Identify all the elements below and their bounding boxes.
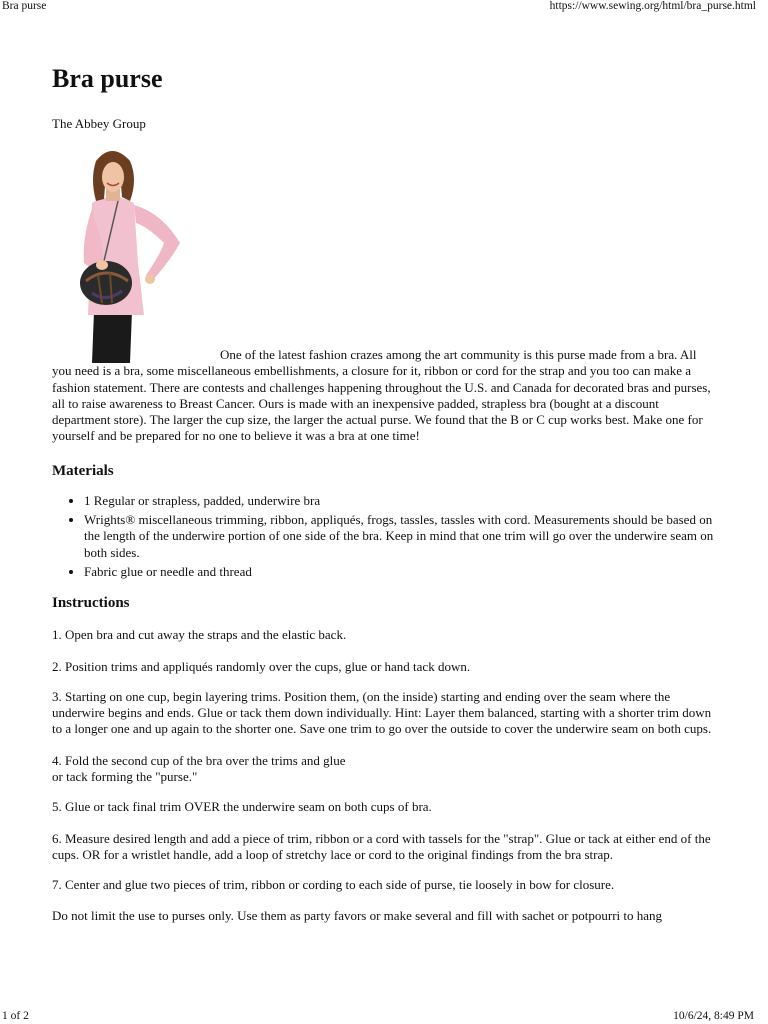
print-footer [0,1010,768,1024]
list-item: • Wrights® miscellaneous trimming, ribbon, appliqués, frogs, tassles, tassles with cord. Measurements should be based on the length of the underwire portion of one side of the bra. Keep in mind that one trim will go over the underwire seam on both sides. [84,512,718,561]
instruction-step-1: 1. Open bra and cut away the straps and the elastic back. [52,627,347,643]
print-header [0,0,768,14]
instruction-step-6: 6. Measure desired length and add a piece of trim, ribbon or a cord with tassels for the "strap". Glue or tack at either end of the cups. OR for a wristlet handle, add a loop of stretchy lace or cord to the original findings from the bra strap. [52,830,711,862]
print-header-title: Bra purse [2,0,47,12]
instructions-heading: Instructions [52,595,130,612]
list-item: • 1 Regular or strapless, padded, underwire bra [84,493,718,509]
materials-heading: Materials [52,462,114,479]
intro-section [52,143,718,445]
instruction-step-4 [52,753,718,786]
intro-paragraph: One of the latest fashion crazes among the art community is this purse made from a bra. All you need is a bra, some miscellaneous embellishments, a closure for it, ribbon or cord for the strap and you too can make a fashion statement. There are contests and challenges happening throughout the U.S. and Canada for decorated bras and purses, all to raise awareness to Breast Cancer. Ours is made with an inexpensive padded, strapless bra (bought at a discount department store). The larger the cup size, the larger the actual purse. We found that the B or C cup works best. Make one for yourself and be prepared for no one to believe it was a bra at one time! [52,347,711,444]
instruction-step-7: 7. Center and glue two pieces of trim, ribbon or cording to each side of purse, tie loosely in bow for closure. [52,877,615,893]
instruction-step-2: 2. Position trims and appliqués randomly over the cups, glue or hand tack down. [52,658,471,674]
instruction-step-4-line-2: or tack forming the "purse." [52,769,198,785]
list-item: • Fabric glue or needle and thread [84,564,718,580]
byline: The Abbey Group [52,116,146,131]
page-counter: 1 of 2 [2,1010,29,1022]
instruction-step-3: 3. Starting on one cup, begin layering trims. Position them, (on the inside) starting and ending over the seam where the underwire begins and ends. Glue or tack them down individually. Hint: Layer them balanced, starting with a shorter trim down to a longer one and up again to the shorter one. Save one trim to go over the outside to cover the underwire seam on both cups. [52,688,712,737]
print-header-url[interactable]: https://www.sewing.org/html/bra_purse.html [549,0,756,12]
page-title: Bra purse [52,64,163,93]
materials-list [52,493,718,580]
instruction-step-4-line-1: 4. Fold the second cup of the bra over the trims and glue [52,752,346,768]
woman-with-bra-purse-photo [52,143,220,363]
closing-paragraph: Do not limit the use to purses only. Use them as party favors or make several and fill with sachet or potpourri to hang [52,907,663,923]
print-datetime: 10/6/24, 8:49 PM [673,1010,754,1022]
article-content [52,62,718,924]
instruction-step-5: 5. Glue or tack final trim OVER the underwire seam on both cups of bra. [52,799,432,815]
